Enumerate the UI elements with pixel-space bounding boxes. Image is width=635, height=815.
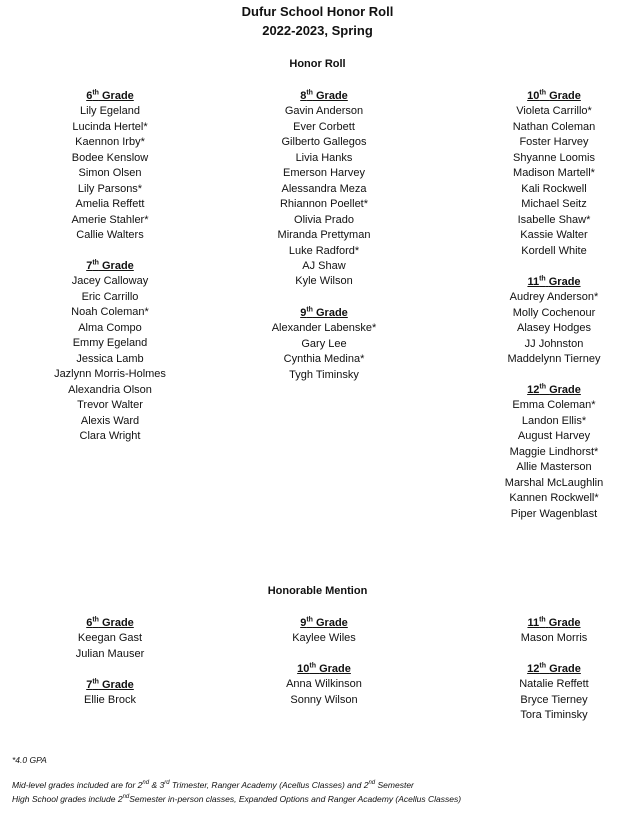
high-school-footnote [12, 794, 461, 804]
student-name: Julian Mauser [75, 647, 145, 660]
honor-roll-grade-11-list [449, 275, 635, 368]
student-name: Keegan Gast [77, 632, 143, 645]
student-name: Olivia Prado [294, 213, 354, 226]
student-name: Anna Wilkinson [286, 678, 362, 691]
grade-suffix: th [92, 259, 99, 267]
grade-heading [5, 259, 215, 274]
student-name: Molly Cochenour [512, 306, 596, 319]
student-name: JJ Johnston [524, 337, 584, 350]
grade-label: Grade [549, 384, 581, 396]
honor-roll-grade-12-list [449, 383, 635, 522]
grade-number: 11 [527, 276, 540, 288]
student-name: Allie Masterson [516, 461, 592, 474]
student-name: Natalie Reffett [519, 678, 589, 691]
grade-number: 10 [527, 90, 540, 102]
footnote-text: Semester [375, 780, 414, 790]
student-name: Callie Walters [76, 229, 144, 242]
grade-suffix: th [306, 616, 313, 624]
grade-heading [449, 662, 635, 677]
footnote-text: Trimester, Ranger Academy (Acellus Classes) and 2 [169, 780, 369, 790]
grade-label: Grade [102, 260, 134, 272]
grade-suffix: th [539, 89, 546, 97]
grade-label: Grade [316, 617, 348, 629]
grade-label: Grade [102, 679, 134, 691]
grade-label: Grade [316, 307, 348, 319]
grade-number: 7 [86, 260, 93, 272]
grade-label: Grade [102, 617, 134, 629]
honor-roll-grade-6-list [5, 89, 215, 244]
student-name: Amerie Stahler* [71, 213, 149, 226]
student-name: Alasey Hodges [517, 322, 591, 335]
honor-roll-grade-10-list [449, 89, 635, 259]
student-name: Maggie Lindhorst* [509, 445, 599, 458]
grade-label: Grade [316, 90, 348, 102]
grade-suffix: th [92, 616, 99, 624]
grade-heading [219, 306, 429, 321]
grade-number: 9 [300, 307, 307, 319]
student-name: Foster Harvey [519, 136, 589, 149]
student-name: Livia Hanks [295, 151, 353, 164]
grade-heading [5, 678, 215, 693]
student-name: Tygh Timinsky [289, 368, 359, 381]
grade-suffix: th [92, 89, 99, 97]
student-name: Jacey Calloway [71, 275, 149, 288]
grade-number: 12 [527, 384, 540, 396]
student-name: Luke Radford* [288, 244, 360, 257]
student-name: Trevor Walter [77, 399, 143, 412]
student-name: Kassie Walter [520, 229, 588, 242]
student-name: Kyle Wilson [295, 275, 353, 288]
student-name: Gavin Anderson [284, 105, 364, 118]
student-name: Kaylee Wiles [292, 632, 356, 645]
student-name: Lily Parsons* [77, 182, 143, 195]
grade-label: Grade [548, 617, 581, 629]
student-name: Maddelynn Tierney [507, 353, 601, 366]
footnote-sup: nd [122, 794, 130, 801]
student-name: Isabelle Shaw* [517, 213, 591, 226]
grade-suffix: th [539, 383, 546, 391]
student-name: Alma Compo [78, 321, 142, 334]
grade-suffix: th [539, 662, 546, 670]
student-name: Alexander Labenske* [271, 322, 377, 335]
grade-number: 12 [527, 663, 540, 675]
grade-heading [219, 89, 429, 104]
gpa-footnote: *4.0 GPA [12, 755, 47, 765]
student-name: Shyanne Loomis [513, 151, 595, 164]
student-name: Marshal McLaughlin [504, 476, 604, 489]
student-name: Emmy Egeland [72, 337, 148, 350]
footnote-sup: nd [368, 780, 376, 787]
honorable-mention-grade-11-list [449, 616, 635, 647]
grade-label: Grade [549, 663, 581, 675]
student-name: AJ Shaw [302, 259, 346, 272]
student-name: Miranda Prettyman [277, 229, 371, 242]
student-name: Alessandra Meza [281, 182, 367, 195]
grade-suffix: th [306, 306, 313, 314]
footnote-text: Mid-level grades included are for 2 [12, 780, 143, 790]
grade-number: 11 [527, 617, 540, 629]
honor-roll-grade-8-list [219, 89, 429, 290]
honorable-mention-heading: Honorable Mention [267, 585, 368, 597]
mid-level-footnote [12, 780, 414, 790]
student-name: Alexandria Olson [68, 383, 152, 396]
student-name: Emerson Harvey [283, 167, 365, 180]
student-name: Ellie Brock [84, 694, 136, 707]
honor-roll-grade-9-list [219, 306, 429, 383]
grade-heading [219, 616, 429, 631]
footnote-text: & 3 [149, 780, 165, 790]
footnote-text: High School grades include 2 [12, 794, 123, 804]
student-name: Gary Lee [301, 337, 347, 350]
student-name: Sonny Wilson [290, 693, 358, 706]
student-name: Piper Wagenblast [510, 507, 598, 520]
student-name: Eric Carrillo [81, 290, 139, 303]
student-name: August Harvey [517, 430, 591, 443]
document-subtitle: 2022-2023, Spring [262, 23, 373, 38]
student-name: Clara Wright [79, 429, 141, 442]
student-name: Simon Olsen [78, 167, 142, 180]
student-name: Bryce Tierney [520, 693, 588, 706]
grade-suffix: th [539, 275, 546, 283]
grade-heading [449, 275, 635, 290]
student-name: Lily Egeland [80, 105, 140, 118]
student-name: Michael Seitz [521, 198, 587, 211]
student-name: Tora Timinsky [520, 709, 588, 722]
student-name: Violeta Carrillo* [516, 105, 592, 118]
student-name: Madison Martell* [513, 167, 595, 180]
student-name: Kaennon Irby* [75, 136, 145, 149]
student-name: Audrey Anderson* [509, 291, 599, 304]
student-name: Ever Corbett [293, 120, 355, 133]
grade-number: 6 [86, 90, 93, 102]
grade-number: 7 [86, 679, 93, 691]
grade-label: Grade [319, 663, 351, 675]
grade-suffix: th [92, 678, 99, 686]
student-name: Amelia Reffett [75, 198, 145, 211]
student-name: Nathan Coleman [512, 120, 596, 133]
grade-heading [5, 616, 215, 631]
student-name: Gilberto Gallegos [281, 136, 367, 149]
honorable-mention-grade-6-list [5, 616, 215, 662]
grade-heading [219, 662, 429, 677]
student-name: Mason Morris [520, 632, 588, 645]
student-name: Jazlynn Morris-Holmes [54, 368, 166, 381]
honorable-mention-grade-10-list [219, 662, 429, 708]
grade-heading [449, 616, 635, 631]
grade-heading [449, 383, 635, 398]
footnote-sup: rd [164, 780, 170, 787]
grade-number: 10 [297, 663, 310, 675]
student-name: Emma Coleman* [512, 399, 596, 412]
student-name: Lucinda Hertel* [72, 120, 148, 133]
honorable-mention-grade-7-list [5, 678, 215, 709]
grade-suffix: th [309, 662, 316, 670]
footnote-sup: nd [142, 780, 150, 787]
student-name: Kordell White [521, 244, 587, 257]
grade-label: Grade [548, 276, 581, 288]
grade-label: Grade [102, 90, 134, 102]
grade-number: 9 [300, 617, 307, 629]
grade-heading [5, 89, 215, 104]
student-name: Jessica Lamb [76, 352, 144, 365]
document-title: Dufur School Honor Roll [241, 4, 394, 19]
grade-number: 8 [300, 90, 307, 102]
grade-suffix: th [539, 616, 546, 624]
grade-suffix: th [306, 89, 313, 97]
student-name: Cynthia Medina* [283, 353, 365, 366]
honor-roll-heading: Honor Roll [289, 58, 346, 70]
student-name: Kannen Rockwell* [509, 492, 599, 505]
honorable-mention-grade-9-list [219, 616, 429, 647]
student-name: Alexis Ward [80, 414, 140, 427]
student-name: Bodee Kenslow [71, 151, 149, 164]
honorable-mention-grade-12-list [449, 662, 635, 724]
grade-number: 6 [86, 617, 93, 629]
honor-roll-grade-7-list [5, 259, 215, 444]
grade-heading [449, 89, 635, 104]
student-name: Rhiannon Poellet* [279, 198, 369, 211]
student-name: Kali Rockwell [521, 182, 587, 195]
student-name: Noah Coleman* [71, 306, 149, 319]
grade-label: Grade [549, 90, 581, 102]
student-name: Landon Ellis* [521, 414, 587, 427]
footnote-text: Semester in-person classes, Expanded Options and Ranger Academy (Acellus Classes) [129, 794, 462, 804]
